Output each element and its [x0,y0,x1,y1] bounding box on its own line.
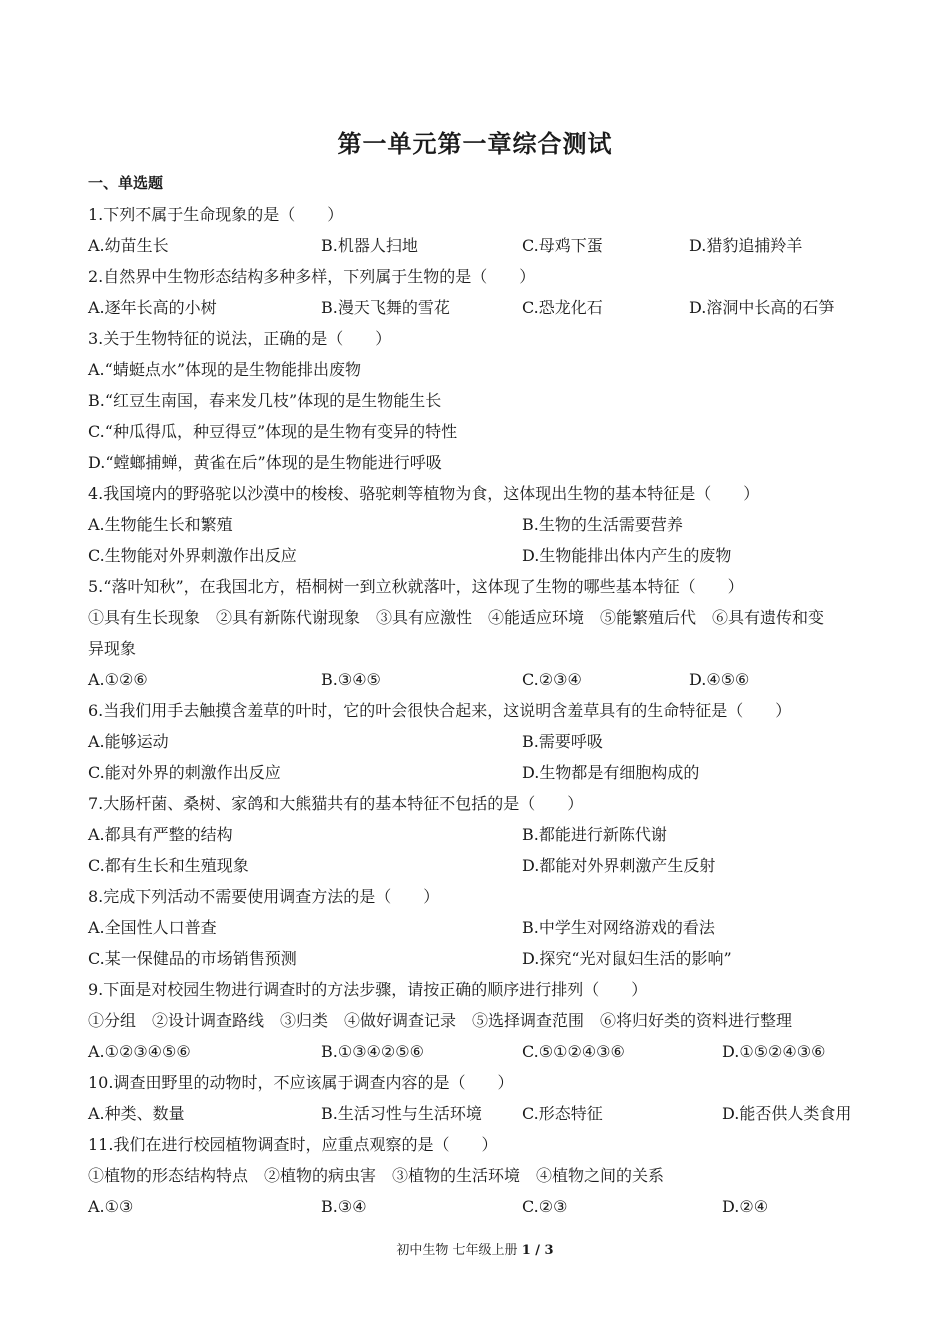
option-d: D.生物能排出体内产生的废物 [522,546,732,565]
question-stem: 6.当我们用手去触摸含羞草的叶时，它的叶会很快合起来，这说明含羞草具有的生命特征是（ ） [88,701,792,720]
option-row [88,850,878,881]
question-stem: 9.下面是对校园生物进行调查时的方法步骤，请按正确的顺序进行排列（ ） [88,980,648,999]
option-row [88,912,878,943]
page-number: 1 / 3 [521,1243,554,1258]
footer-label: 初中生物 七年级上册 [396,1243,518,1258]
option-d: D.都能对外界刺激产生反射 [522,856,716,875]
option-b: B.中学生对网络游戏的看法 [522,918,715,937]
statement-list-continued: 异现象 [88,639,137,658]
option-row [88,1036,878,1067]
option-d: D.生物都是有细胞构成的 [522,763,700,782]
option-row [88,943,878,974]
option-d: D.探究“光对鼠妇生活的影响” [522,949,732,968]
statement-list: ①分组 ②设计调查路线 ③归类 ④做好调查记录 ⑤选择调查范围 ⑥将归好类的资料进行整理 [88,1011,793,1030]
option-row [88,292,878,323]
question-stem: 4.我国境内的野骆驼以沙漠中的梭梭、骆驼刺等植物为食，这体现出生物的基本特征是（ ） [88,484,760,503]
question-stem: 10.调查田野里的动物时，不应该属于调查内容的是（ ） [88,1073,514,1092]
option-c: C.母鸡下蛋 [522,236,603,255]
option-d: D.能否供人类食用 [722,1104,852,1123]
option-row [88,1098,878,1129]
option-d: D.溶洞中长高的石笋 [689,298,835,317]
option-a: A.种类、数量 [88,1104,185,1123]
option-row [88,664,878,695]
option-a: A.①②⑥ [88,670,148,689]
option-a: A.能够运动 [88,732,169,751]
option-b: B.生活习性与生活环境 [321,1104,482,1123]
section-heading: 一、单选题 [88,174,164,192]
option-a: A.都具有严整的结构 [88,825,233,844]
option-b: B.③④⑤ [321,670,381,689]
option-row [88,757,878,788]
option-c: C.⑤①②④③⑥ [522,1042,625,1061]
option-a: A.“蜻蜓点水”体现的是生物能排出废物 [88,360,362,379]
option-c: C.“种瓜得瓜，种豆得豆”体现的是生物有变异的特性 [88,422,458,441]
question-stem: 2.自然界中生物形态结构多种多样，下列属于生物的是（ ） [88,267,536,286]
option-b: B.漫天飞舞的雪花 [321,298,450,317]
option-c: C.恐龙化石 [522,298,603,317]
option-d: D.“螳螂捕蝉，黄雀在后”体现的是生物能进行呼吸 [88,453,442,472]
question-list [88,168,878,1222]
statement-list: ①具有生长现象 ②具有新陈代谢现象 ③具有应激性 ④能适应环境 ⑤能繁殖后代 ⑥具有遗传和变 [88,608,825,627]
question-stem: 3.关于生物特征的说法，正确的是（ ） [88,329,392,348]
option-b: B.生物的生活需要营养 [522,515,683,534]
page-title: 第一单元第一章综合测试 [337,130,613,158]
option-c: C.都有生长和生殖现象 [88,856,249,875]
option-d: D.①⑤②④③⑥ [722,1042,826,1061]
question-stem: 7.大肠杆菌、桑树、家鸽和大熊猫共有的基本特征不包括的是（ ） [88,794,584,813]
statement-list: ①植物的形态结构特点 ②植物的病虫害 ③植物的生活环境 ④植物之间的关系 [88,1166,665,1185]
option-b: B.“红豆生南国，春来发几枝”体现的是生物能生长 [88,391,442,410]
option-c: C.某一保健品的市场销售预测 [88,949,297,968]
option-row [88,819,878,850]
option-c: C.②③④ [522,670,582,689]
option-a: A.生物能生长和繁殖 [88,515,233,534]
question-stem: 11.我们在进行校园植物调查时，应重点观察的是（ ） [88,1135,498,1154]
question-stem: 8.完成下列活动不需要使用调查方法的是（ ） [88,887,440,906]
option-b: B.①③④②⑤⑥ [321,1042,424,1061]
option-a: A.逐年长高的小树 [88,298,217,317]
question-stem: 1.下列不属于生命现象的是（ ） [88,205,344,224]
option-d: D.④⑤⑥ [689,670,750,689]
option-a: A.①②③④⑤⑥ [88,1042,191,1061]
option-c: C.生物能对外界刺激作出反应 [88,546,297,565]
page-footer [0,1239,950,1258]
option-d: D.②④ [722,1197,769,1216]
option-c: C.②③ [522,1197,568,1216]
option-row [88,726,878,757]
option-row [88,1191,878,1222]
option-b: B.机器人扫地 [321,236,418,255]
option-a: A.幼苗生长 [88,236,169,255]
option-b: B.都能进行新陈代谢 [522,825,667,844]
option-row [88,540,878,571]
option-row [88,509,878,540]
option-c: C.形态特征 [522,1104,603,1123]
option-a: A.全国性人口普查 [88,918,217,937]
option-c: C.能对外界的刺激作出反应 [88,763,281,782]
option-b: B.需要呼吸 [522,732,603,751]
option-row [88,230,878,261]
option-b: B.③④ [321,1197,367,1216]
option-a: A.①③ [88,1197,134,1216]
option-d: D.猎豹追捕羚羊 [689,236,803,255]
question-stem: 5.“落叶知秋”，在我国北方，梧桐树一到立秋就落叶，这体现了生物的哪些基本特征（ ） [88,577,744,596]
